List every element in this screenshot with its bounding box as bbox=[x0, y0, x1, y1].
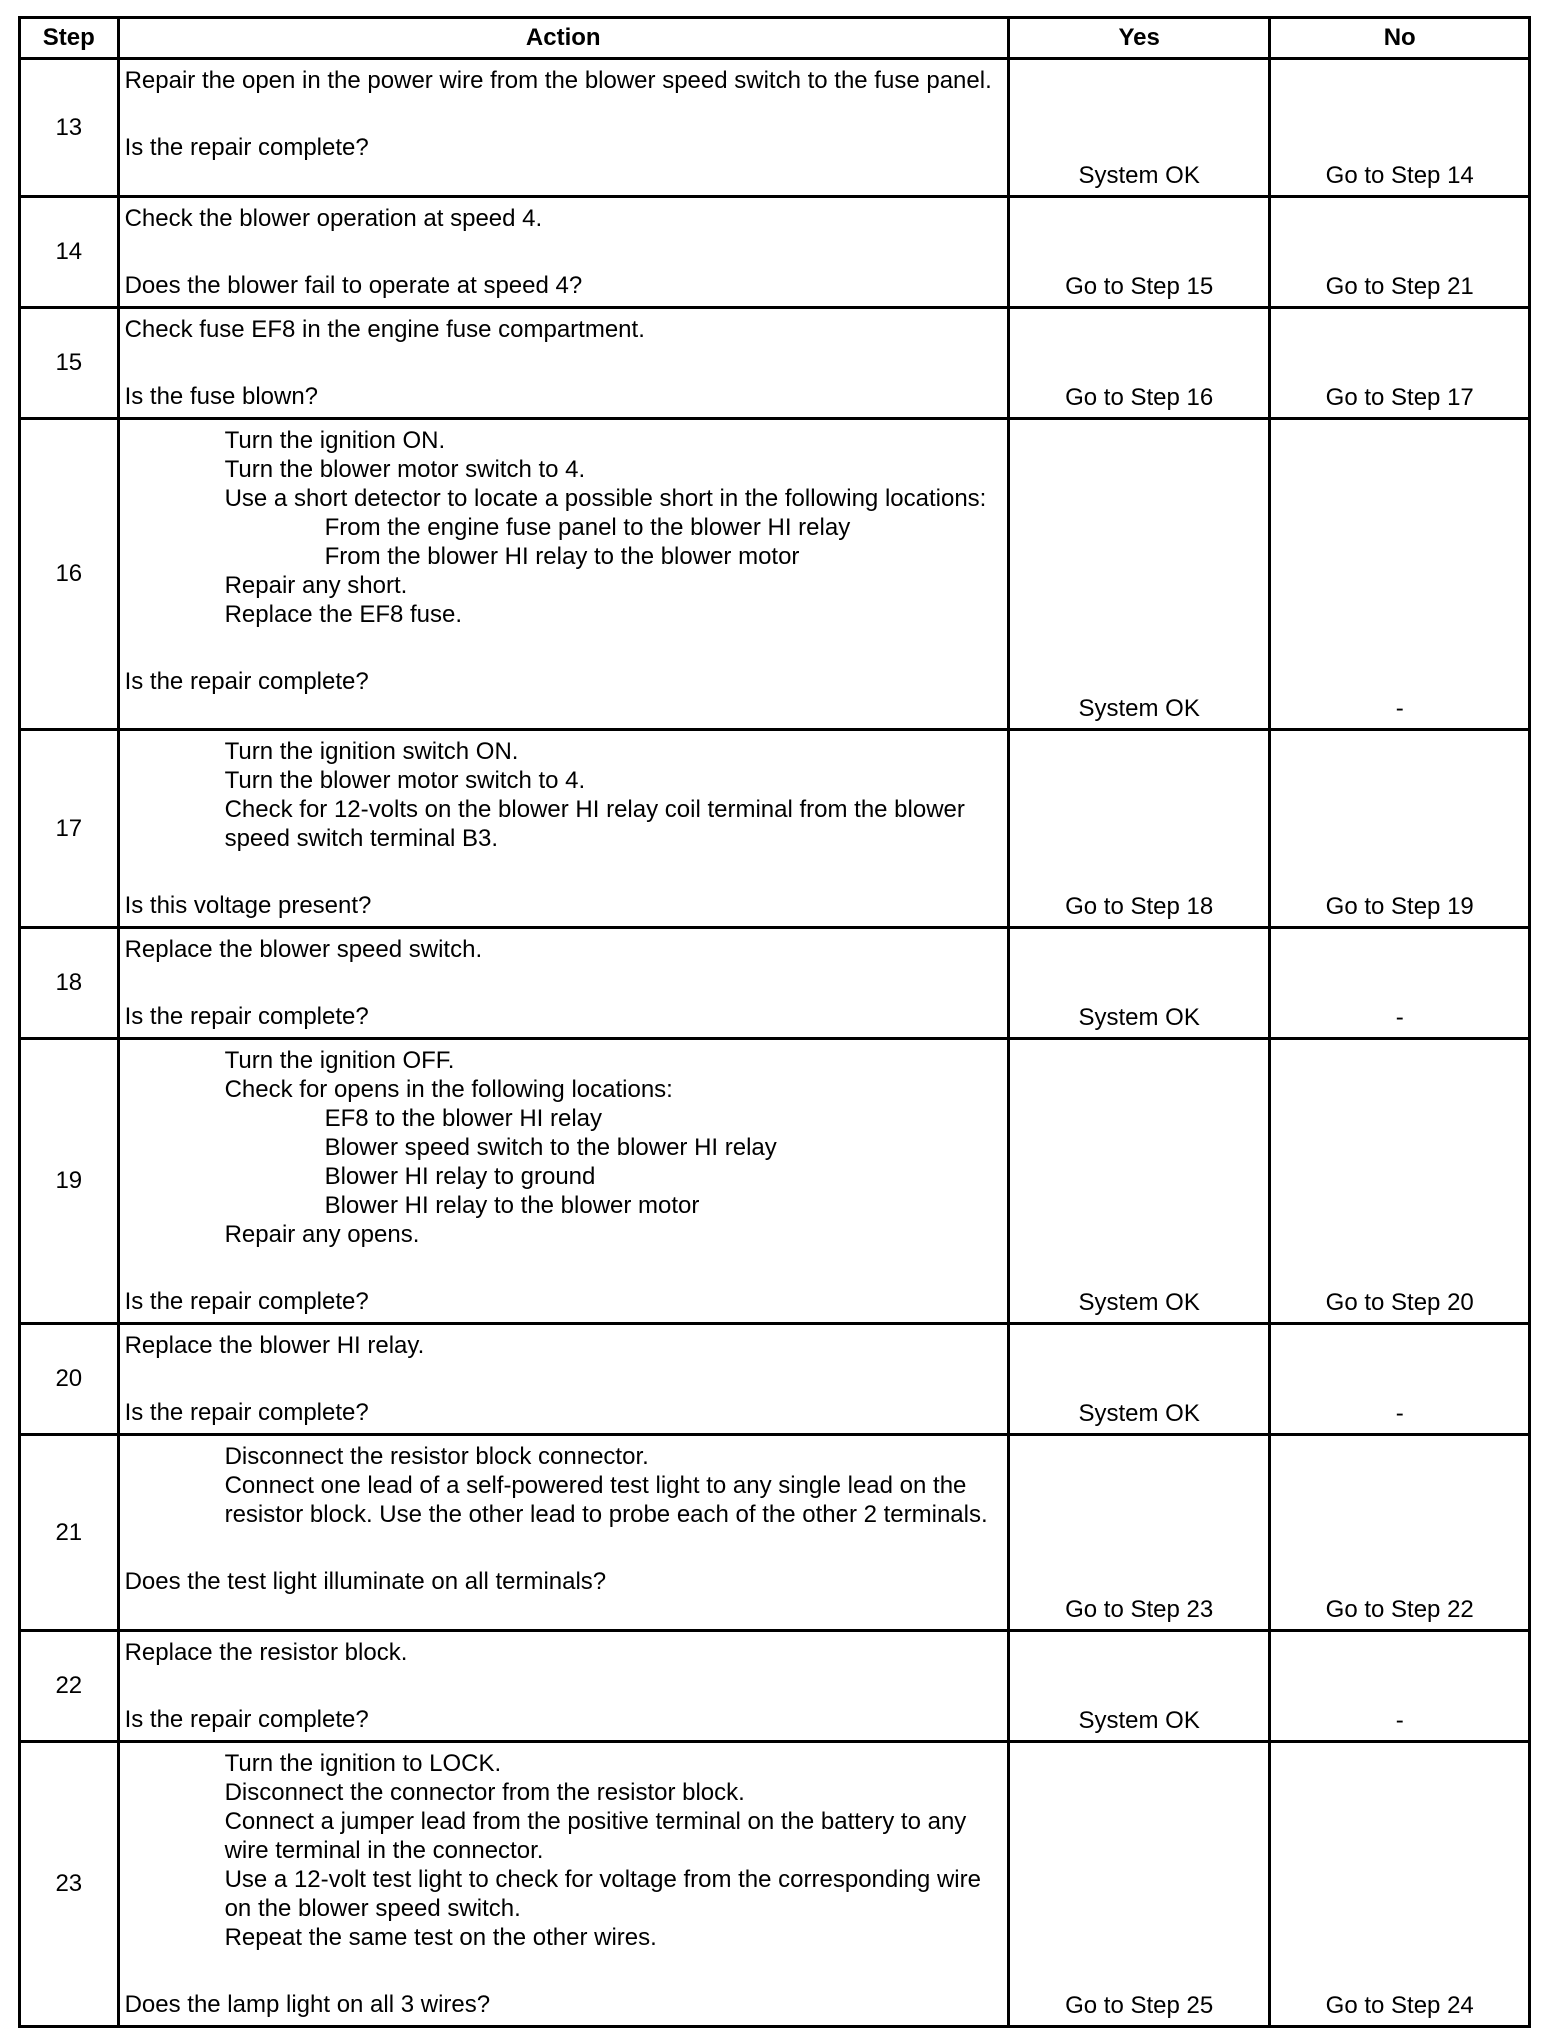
yes-result: System OK bbox=[1008, 1324, 1270, 1435]
action-line: Disconnect the resistor block connector. bbox=[224, 1443, 649, 1470]
spacer bbox=[125, 964, 1001, 1002]
action-question: Does the test light illuminate on all terminals? bbox=[124, 1568, 607, 1595]
action-line: Replace the blower speed switch. bbox=[124, 936, 483, 963]
action-line: Use a short detector to locate a possible short in the following locations: bbox=[224, 485, 987, 512]
action-question: Is the repair complete? bbox=[124, 1706, 369, 1733]
yes-result: System OK bbox=[1008, 1039, 1270, 1324]
table-row bbox=[20, 1039, 1530, 1324]
action-question: Is the repair complete? bbox=[124, 668, 369, 695]
header-yes: Yes bbox=[1008, 18, 1270, 59]
diagnostic-table bbox=[18, 16, 1531, 2028]
step-number: 15 bbox=[20, 308, 119, 419]
action-line: Blower HI relay to the blower motor bbox=[324, 1192, 700, 1219]
yes-result: Go to Step 18 bbox=[1008, 730, 1270, 928]
no-result: Go to Step 24 bbox=[1270, 1742, 1530, 2027]
no-result: - bbox=[1270, 419, 1530, 730]
step-number: 23 bbox=[20, 1742, 119, 2027]
table-row bbox=[20, 1324, 1530, 1435]
no-result: Go to Step 21 bbox=[1270, 197, 1530, 308]
yes-result: Go to Step 16 bbox=[1008, 308, 1270, 419]
action-line: Check the blower operation at speed 4. bbox=[124, 205, 543, 232]
action-question: Is this voltage present? bbox=[124, 892, 372, 919]
action-question: Is the repair complete? bbox=[124, 134, 369, 161]
no-result: Go to Step 22 bbox=[1270, 1435, 1530, 1631]
step-number: 16 bbox=[20, 419, 119, 730]
action-line: Use a 12-volt test light to check for voltage from the corresponding wire on the blower speed switch. bbox=[224, 1866, 988, 1922]
step-number: 22 bbox=[20, 1631, 119, 1742]
action-line: Check for opens in the following locations: bbox=[224, 1076, 673, 1103]
table-row bbox=[20, 1631, 1530, 1742]
action-line: Connect one lead of a self-powered test light to any single lead on the resistor block. Use the other lead to probe each of the other 2 terminals. bbox=[224, 1472, 988, 1528]
action-cell bbox=[118, 1631, 1008, 1742]
table-row bbox=[20, 308, 1530, 419]
spacer bbox=[125, 344, 1001, 382]
action-question: Is the fuse blown? bbox=[124, 383, 319, 410]
table-row bbox=[20, 928, 1530, 1039]
action-line: Turn the ignition switch ON. bbox=[224, 738, 519, 765]
no-result: - bbox=[1270, 928, 1530, 1039]
action-line: Repeat the same test on the other wires. bbox=[224, 1924, 657, 1951]
action-question: Is the repair complete? bbox=[124, 1399, 369, 1426]
spacer bbox=[125, 1667, 1001, 1705]
header-step: Step bbox=[20, 18, 119, 59]
table-row bbox=[20, 730, 1530, 928]
action-cell bbox=[118, 308, 1008, 419]
table-row bbox=[20, 1742, 1530, 2027]
spacer bbox=[125, 95, 1001, 133]
yes-result: System OK bbox=[1008, 59, 1270, 197]
action-line: Blower HI relay to ground bbox=[324, 1163, 596, 1190]
action-question: Is the repair complete? bbox=[124, 1288, 369, 1315]
spacer bbox=[125, 1529, 1001, 1567]
action-line: Turn the ignition OFF. bbox=[224, 1047, 455, 1074]
action-line: Check fuse EF8 in the engine fuse compartment. bbox=[124, 316, 645, 343]
no-result: Go to Step 19 bbox=[1270, 730, 1530, 928]
header-row bbox=[20, 18, 1530, 59]
action-cell bbox=[118, 59, 1008, 197]
table-row bbox=[20, 419, 1530, 730]
action-line: EF8 to the blower HI relay bbox=[324, 1105, 603, 1132]
action-cell bbox=[118, 419, 1008, 730]
action-question: Is the repair complete? bbox=[124, 1003, 369, 1030]
action-line: From the engine fuse panel to the blower HI relay bbox=[324, 514, 851, 541]
action-cell bbox=[118, 730, 1008, 928]
yes-result: Go to Step 15 bbox=[1008, 197, 1270, 308]
action-line: Disconnect the connector from the resistor block. bbox=[224, 1779, 745, 1806]
yes-result: Go to Step 25 bbox=[1008, 1742, 1270, 2027]
table-row bbox=[20, 59, 1530, 197]
action-line: Repair the open in the power wire from the blower speed switch to the fuse panel. bbox=[124, 67, 992, 94]
step-number: 20 bbox=[20, 1324, 119, 1435]
no-result: Go to Step 20 bbox=[1270, 1039, 1530, 1324]
action-cell bbox=[118, 928, 1008, 1039]
action-line: From the blower HI relay to the blower motor bbox=[324, 543, 800, 570]
step-number: 21 bbox=[20, 1435, 119, 1631]
action-line: Replace the EF8 fuse. bbox=[224, 601, 463, 628]
yes-result: System OK bbox=[1008, 419, 1270, 730]
no-result: Go to Step 14 bbox=[1270, 59, 1530, 197]
action-cell bbox=[118, 197, 1008, 308]
action-cell bbox=[118, 1435, 1008, 1631]
no-result: - bbox=[1270, 1631, 1530, 1742]
action-question: Does the blower fail to operate at speed 4? bbox=[124, 272, 583, 299]
action-cell bbox=[118, 1039, 1008, 1324]
table-row bbox=[20, 197, 1530, 308]
step-number: 13 bbox=[20, 59, 119, 197]
no-result: Go to Step 17 bbox=[1270, 308, 1530, 419]
step-number: 14 bbox=[20, 197, 119, 308]
action-line: Blower speed switch to the blower HI relay bbox=[324, 1134, 777, 1161]
action-line: Turn the blower motor switch to 4. bbox=[224, 456, 586, 483]
action-line: Repair any opens. bbox=[224, 1221, 420, 1248]
yes-result: System OK bbox=[1008, 928, 1270, 1039]
table-row bbox=[20, 1435, 1530, 1631]
action-line: Turn the ignition to LOCK. bbox=[224, 1750, 502, 1777]
spacer bbox=[125, 1249, 1001, 1287]
step-number: 18 bbox=[20, 928, 119, 1039]
yes-result: Go to Step 23 bbox=[1008, 1435, 1270, 1631]
header-action: Action bbox=[118, 18, 1008, 59]
action-cell bbox=[118, 1324, 1008, 1435]
spacer bbox=[125, 1360, 1001, 1398]
no-result: - bbox=[1270, 1324, 1530, 1435]
action-line: Turn the blower motor switch to 4. bbox=[224, 767, 586, 794]
action-line: Replace the blower HI relay. bbox=[124, 1332, 425, 1359]
spacer bbox=[125, 853, 1001, 891]
action-line: Replace the resistor block. bbox=[124, 1639, 408, 1666]
action-cell bbox=[118, 1742, 1008, 2027]
yes-result: System OK bbox=[1008, 1631, 1270, 1742]
header-no: No bbox=[1270, 18, 1530, 59]
action-line: Turn the ignition ON. bbox=[224, 427, 446, 454]
action-line: Check for 12-volts on the blower HI relay coil terminal from the blower speed switch terminal B3. bbox=[224, 796, 972, 852]
action-question: Does the lamp light on all 3 wires? bbox=[124, 1991, 491, 2018]
spacer bbox=[125, 629, 1001, 667]
spacer bbox=[125, 233, 1001, 271]
action-line: Connect a jumper lead from the positive terminal on the battery to any wire terminal in the connector. bbox=[224, 1808, 973, 1864]
action-line: Repair any short. bbox=[224, 572, 408, 599]
spacer bbox=[125, 1952, 1001, 1990]
step-number: 19 bbox=[20, 1039, 119, 1324]
step-number: 17 bbox=[20, 730, 119, 928]
